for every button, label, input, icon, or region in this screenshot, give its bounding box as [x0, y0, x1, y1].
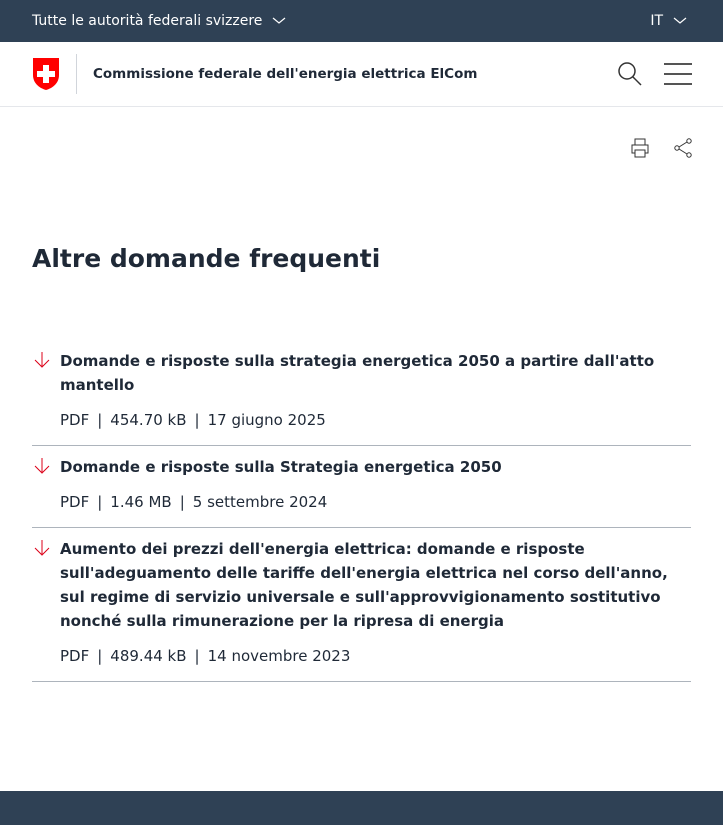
- chevron-down-icon: [272, 17, 286, 25]
- separator: |: [97, 493, 103, 511]
- file-size: 489.44 kB: [110, 647, 187, 665]
- swiss-coat-of-arms-logo[interactable]: [32, 57, 60, 91]
- footer: [0, 791, 723, 825]
- file-date: 17 giugno 2025: [207, 411, 326, 429]
- file-size: 454.70 kB: [110, 411, 187, 429]
- chevron-down-icon: [673, 17, 687, 25]
- document-meta: [60, 647, 691, 665]
- authorities-dropdown[interactable]: [32, 13, 286, 29]
- download-icon: [32, 537, 60, 557]
- list-item: [32, 528, 691, 682]
- separator: |: [179, 493, 185, 511]
- list-item: [32, 446, 691, 528]
- file-type: PDF: [60, 493, 90, 511]
- separator: |: [194, 647, 200, 665]
- download-icon: [32, 349, 60, 369]
- share-icon[interactable]: [673, 138, 693, 158]
- language-label: IT: [650, 13, 663, 29]
- file-size: 1.46 MB: [110, 493, 172, 511]
- separator: |: [194, 411, 200, 429]
- document-link[interactable]: Domande e risposte sulla strategia energetica 2050 a partire dall'atto mantello: [60, 352, 655, 394]
- document-meta: [60, 493, 502, 511]
- authorities-label: Tutte le autorità federali svizzere: [32, 13, 263, 29]
- file-date: 14 novembre 2023: [207, 647, 351, 665]
- separator: |: [97, 411, 103, 429]
- document-list: [32, 340, 691, 682]
- separator: |: [97, 647, 103, 665]
- document-meta: [60, 411, 691, 429]
- top-bar: [0, 0, 723, 42]
- site-title[interactable]: Commissione federale dell'energia elettrica ElCom: [93, 66, 478, 82]
- file-date: 5 settembre 2024: [192, 493, 328, 511]
- site-header: [0, 42, 723, 107]
- file-type: PDF: [60, 647, 90, 665]
- list-item: [32, 340, 691, 446]
- download-icon: [32, 455, 60, 475]
- divider: [76, 54, 77, 94]
- page-heading: Altre domande frequenti: [32, 244, 381, 273]
- search-icon[interactable]: [617, 61, 643, 87]
- file-type: PDF: [60, 411, 90, 429]
- language-dropdown[interactable]: [650, 13, 687, 29]
- menu-icon[interactable]: [663, 62, 693, 86]
- document-link[interactable]: Aumento dei prezzi dell'energia elettrica: domande e risposte sull'adeguamento delle tariffe dell'energia elettrica nel corso dell'anno, sul regime di servizio universale e sull'approvvigionamento sostitutivo nonché sulla rimunerazione per la ripresa di energia: [60, 540, 668, 630]
- print-icon[interactable]: [631, 138, 649, 158]
- document-link[interactable]: Domande e risposte sulla Strategia energetica 2050: [60, 458, 502, 476]
